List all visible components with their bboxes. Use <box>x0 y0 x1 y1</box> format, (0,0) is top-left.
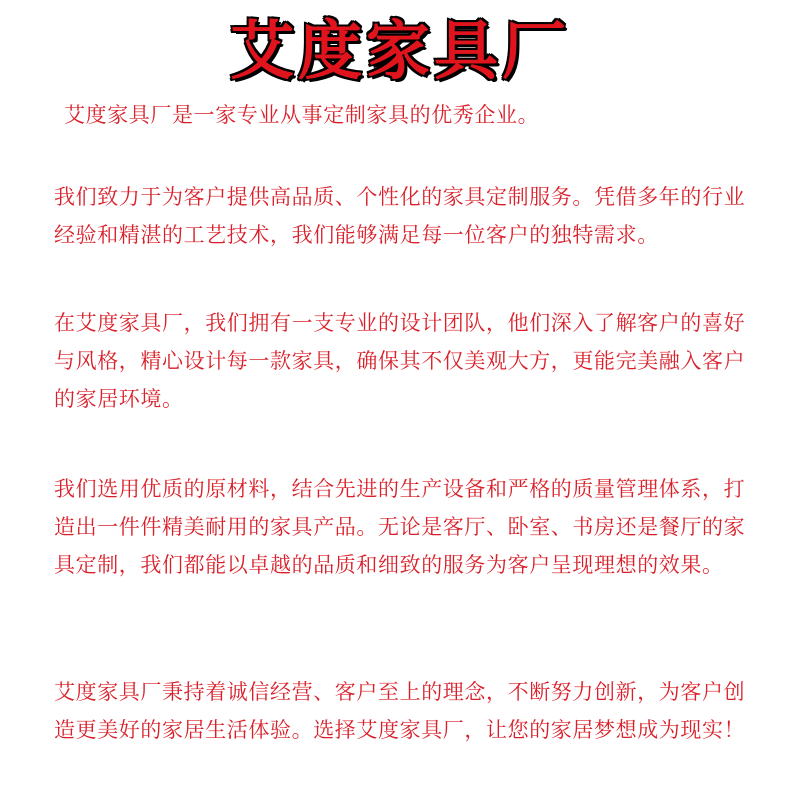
closing-paragraph: 艾度家具厂秉持着诚信经营、客户至上的理念，不断努力创新，为客户创造更美好的家居生活体验。选择艾度家具厂，让您的家居梦想成为现实！ <box>54 680 746 742</box>
materials-paragraph: 我们选用优质的原材料，结合先进的生产设备和严格的质量管理体系，打造出一件件精美耐用的家具产品。无论是客厅、卧室、书房还是餐厅的家具定制，我们都能以卓越的品质和细致的服务为客户呈现理想的效果。 <box>54 477 746 577</box>
intro-paragraph: 艾度家具厂是一家专业从事定制家具的优秀企业。 <box>64 103 540 127</box>
service-paragraph: 我们致力于为客户提供高品质、个性化的家具定制服务。凭借多年的行业经验和精湛的工艺技术，我们能够满足每一位客户的独特需求。 <box>54 185 746 247</box>
page-title: 艾度家具厂 <box>230 15 570 89</box>
design-team-paragraph: 在艾度家具厂，我们拥有一支专业的设计团队，他们深入了解客户的喜好与风格，精心设计每一款家具，确保其不仅美观大方，更能完美融入客户的家居环境。 <box>54 311 746 411</box>
